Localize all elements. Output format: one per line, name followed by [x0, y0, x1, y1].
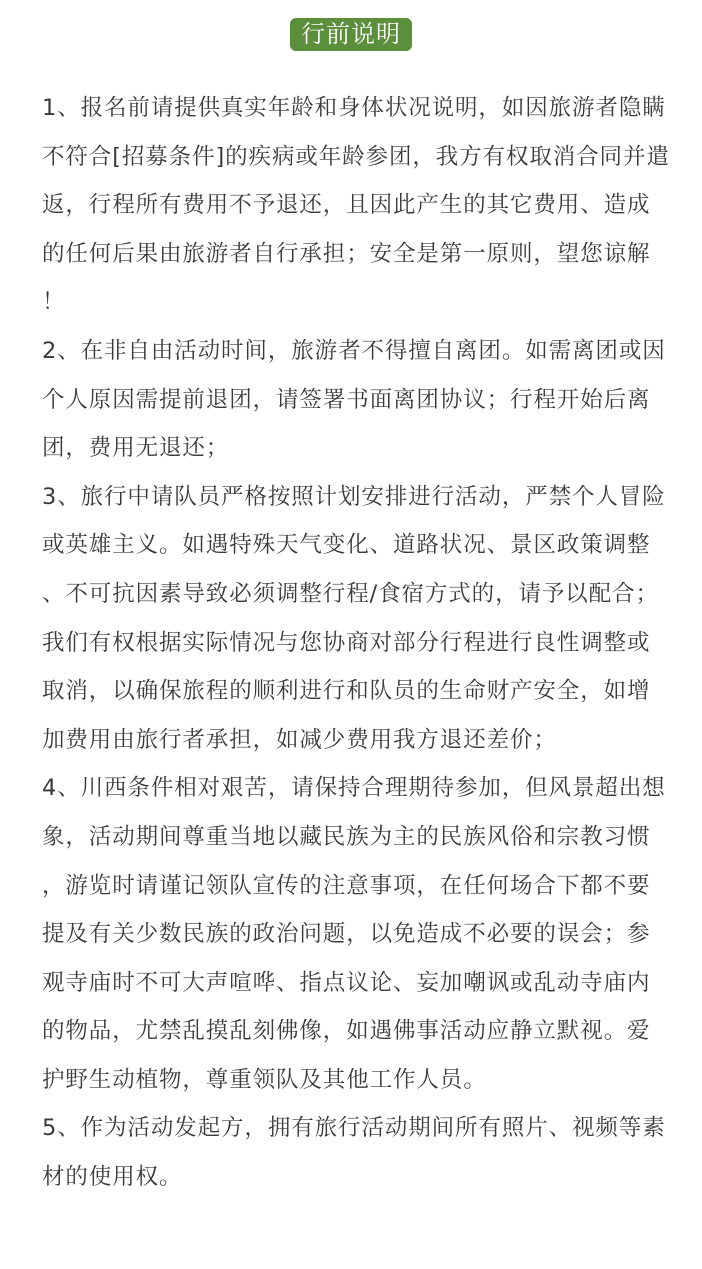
text-line: 5、作为活动发起方，拥有旅行活动期间所有照片、视频等素	[42, 1115, 666, 1142]
text-line: 不符合[招募条件]的疾病或年龄参团，我方有权取消合同并遣	[42, 143, 670, 170]
text-line: ！	[42, 289, 66, 316]
text-line: 4、川西条件相对艰苦，请保持合理期待参加，但风景超出想	[42, 775, 666, 802]
text-line: 的物品，尤禁乱摸乱刻佛像，如遇佛事活动应静立默视。爱	[42, 1018, 651, 1045]
notice-body	[42, 84, 668, 1202]
text-line: 或英雄主义。如遇特殊天气变化、道路状况、景区政策调整	[42, 532, 651, 559]
text-line: 1、报名前请提供真实年龄和身体状况说明，如因旅游者隐瞒	[42, 95, 666, 121]
text-line: 材的使用权。	[42, 1164, 183, 1191]
text-line: 的任何后果由旅游者自行承担；安全是第一原则，望您谅解	[42, 240, 651, 267]
text-line: 提及有关少数民族的政治问题，以免造成不必要的误会；参	[42, 921, 651, 948]
text-line: 3、旅行中请队员严格按照计划安排进行活动，严禁个人冒险	[42, 483, 666, 510]
text-line: 个人原因需提前退团，请签署书面离团协议；行程开始后离	[42, 386, 651, 413]
page-title: 行前说明	[290, 18, 412, 51]
text-line: 观寺庙时不可大声喧哗、指点议论、妄加嘲讽或乱动寺庙内	[42, 969, 651, 996]
text-line: 我们有权根据实际情况与您协商对部分行程进行良性调整或	[42, 629, 651, 656]
text-line: 团，费用无退还；	[42, 435, 230, 462]
text-line: 、不可抗因素导致必须调整行程/食宿方式的，请予以配合；	[42, 580, 659, 607]
text-line: 取消，以确保旅程的顺利进行和队员的生命财产安全，如增	[42, 678, 651, 705]
text-line: 护野生动植物，尊重领队及其他工作人员。	[42, 1066, 487, 1093]
text-line: 加费用由旅行者承担，如减少费用我方退还差价；	[42, 726, 557, 753]
text-line: ，游览时请谨记领队宣传的注意事项，在任何场合下都不要	[42, 872, 651, 899]
text-line: 返，行程所有费用不予退还，且因此产生的其它费用、造成	[42, 192, 651, 219]
text-line: 2、在非自由活动时间，旅游者不得擅自离团。如需离团或因	[42, 337, 666, 364]
title-container	[0, 18, 702, 51]
text-line: 象，活动期间尊重当地以藏民族为主的民族风俗和宗教习惯	[42, 823, 651, 850]
